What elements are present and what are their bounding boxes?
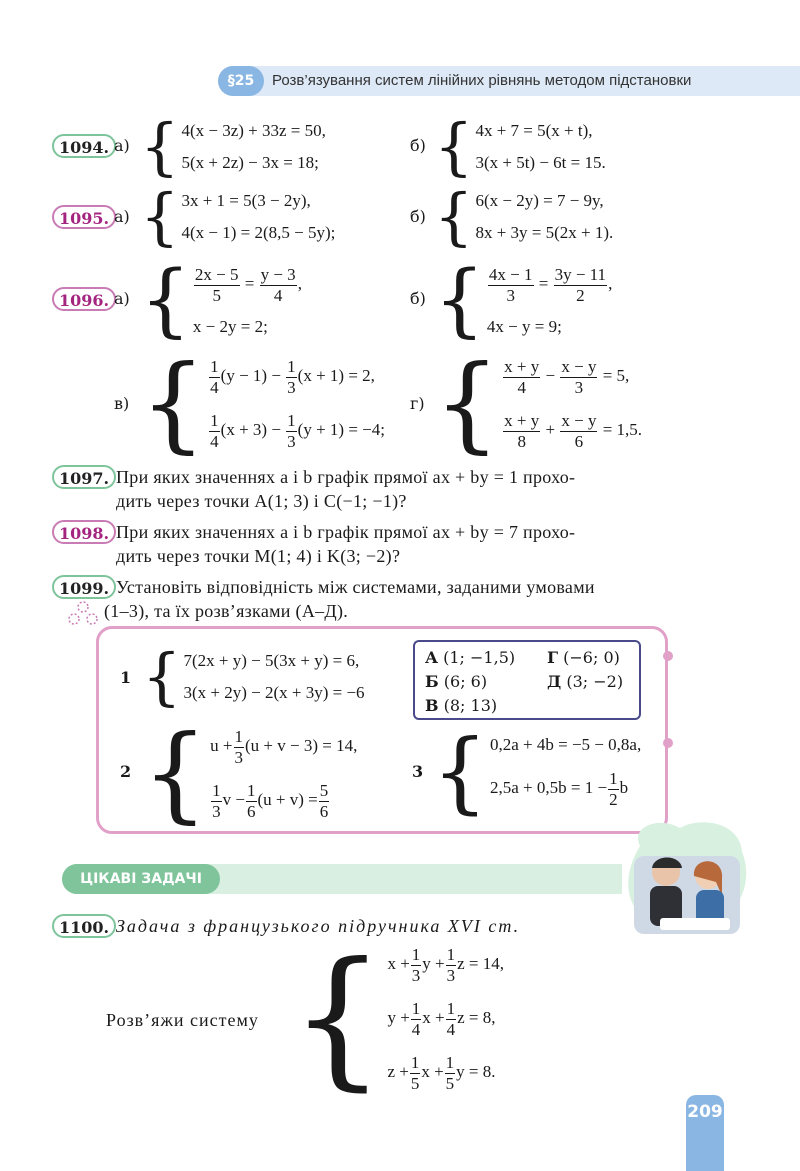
- answer-row: Б (6; 6) Д (3; −2): [425, 672, 624, 691]
- system-1094b: { 4x + 7 = 5(x + t), 3(x + 5t) − 6t = 15.: [434, 110, 606, 183]
- brace-icon: {: [434, 180, 474, 253]
- problem-number-1094: 1094.: [52, 134, 116, 158]
- system-1099-2: { u + $\frac{1}{3}$ (u + v − 3) = 14, $\frac{1}{3}$ v − $\frac{1}{6}$ (u + v) = $\frac{5}{6}$: [142, 712, 358, 834]
- problem-number-1099: 1099.: [52, 575, 116, 599]
- brace-icon: {: [290, 931, 386, 1105]
- students-photo: [620, 816, 752, 940]
- system-1096b: { $\frac{4x - 1}{3}$ = $\frac{3y - 11}{2}$ , 4x − y = 9;: [434, 253, 613, 346]
- brace-icon: {: [140, 253, 191, 346]
- system-1094a: { 4(x − 3z) + 33z = 50, 5(x + 2z) − 3x = 18;: [140, 110, 326, 183]
- problem-1099-line2: (1–3), та їх розв’язками (А–Д).: [104, 601, 349, 621]
- label-a: а): [114, 207, 130, 226]
- brace-icon: {: [140, 110, 180, 183]
- problem-number-1098: 1098.: [52, 520, 116, 544]
- label-b: б): [410, 289, 426, 308]
- problem-number-1096: 1096.: [52, 287, 116, 311]
- brace-icon: {: [434, 342, 501, 464]
- answer-row: В (8; 13): [425, 696, 498, 715]
- system-1095a: { 3x + 1 = 5(3 − 2y), 4(x − 1) = 2(8,5 − 5y);: [140, 180, 336, 253]
- page-number: 209: [687, 1102, 723, 1122]
- brace-icon: {: [140, 342, 207, 464]
- label-a: а): [114, 289, 130, 308]
- problem-number-1097: 1097.: [52, 465, 116, 489]
- answer-row: А (1; −1,5) Г (−6; 0): [425, 648, 620, 667]
- problem-1098-line1: При яких значеннях a і b графік прямої ax + by = 7 прохо-: [116, 522, 576, 542]
- label-v: в): [114, 394, 130, 413]
- problem-1097-line1: При яких значеннях a і b графік прямої ax + by = 1 прохо-: [116, 467, 576, 487]
- section-number: §25: [218, 66, 264, 96]
- system-1099-3: { 0,2a + 4b = −5 − 0,8a, 2,5a + 0,5b = 1 − $\frac{1}{2}$ b: [432, 720, 642, 823]
- brace-icon: {: [142, 712, 209, 834]
- system-1096v: { $\frac{1}{4}$ (y − 1) − $\frac{1}{3}$ (x + 1) = 2, $\frac{1}{4}$ (x + 3) − $\frac{1}{3}$ (y + 1) = −4;: [140, 342, 385, 464]
- problem-1097-line2: дить через точки A(1; 3) і C(−1; −1)?: [116, 491, 407, 511]
- label-g: г): [410, 394, 425, 413]
- label-b: б): [410, 136, 426, 155]
- system-label-3: 3: [412, 762, 424, 781]
- system-1095b: { 6(x − 2y) = 7 − 9y, 8x + 3y = 5(2x + 1).: [434, 180, 614, 253]
- section-label: ЦІКАВІ ЗАДАЧІ: [62, 864, 220, 894]
- problem-1100-lead: Розв’яжи систему: [106, 1010, 259, 1030]
- system-1099-1: { 7(2x + y) − 5(3x + y) = 6, 3(x + 2y) − 2(x + 3y) = −6: [142, 640, 365, 713]
- problem-number-1100: 1100.: [52, 914, 116, 938]
- problem-1099-line1: Установіть відповідність між системами, заданими умовами: [116, 577, 595, 597]
- system-label-1: 1: [120, 668, 132, 687]
- problem-1098-line2: дить через точки M(1; 4) і K(3; −2)?: [116, 546, 401, 566]
- system-1096a: { $\frac{2x - 5}{5}$ = $\frac{y - 3}{4}$ , x − 2y = 2;: [140, 253, 302, 346]
- system-1096g: { $\frac{x + y}{4}$ − $\frac{x - y}{3}$ = 5, $\frac{x + y}{8}$ + $\frac{x - y}{6}$ = 1,5.: [434, 342, 643, 464]
- brace-icon: {: [140, 180, 180, 253]
- system-label-2: 2: [120, 762, 132, 781]
- problem-number-1095: 1095.: [52, 205, 116, 229]
- brace-icon: {: [434, 253, 485, 346]
- brace-icon: {: [142, 640, 182, 713]
- label-b: б): [410, 207, 426, 226]
- brace-icon: {: [434, 110, 474, 183]
- frame-dot: [663, 651, 673, 661]
- brace-icon: {: [432, 720, 488, 823]
- problem-1100-title: Задача з французького підручника XVI ст.: [116, 916, 521, 936]
- group-work-icon: [66, 598, 100, 628]
- section-title: Розв’язування систем лінійних рівнянь методом підстановки: [272, 72, 692, 89]
- system-1100: { x + $\frac{1}{3}$ y + $\frac{1}{3}$ z = 14, y + $\frac{1}{4}$ x + $\frac{1}{4}$ z = 8, z + $\frac{1}{5}$ x + $\frac{1}{5}$ y = 8.: [290, 931, 505, 1105]
- frame-dot: [663, 738, 673, 748]
- answers-box: [413, 640, 641, 720]
- label-a: а): [114, 136, 130, 155]
